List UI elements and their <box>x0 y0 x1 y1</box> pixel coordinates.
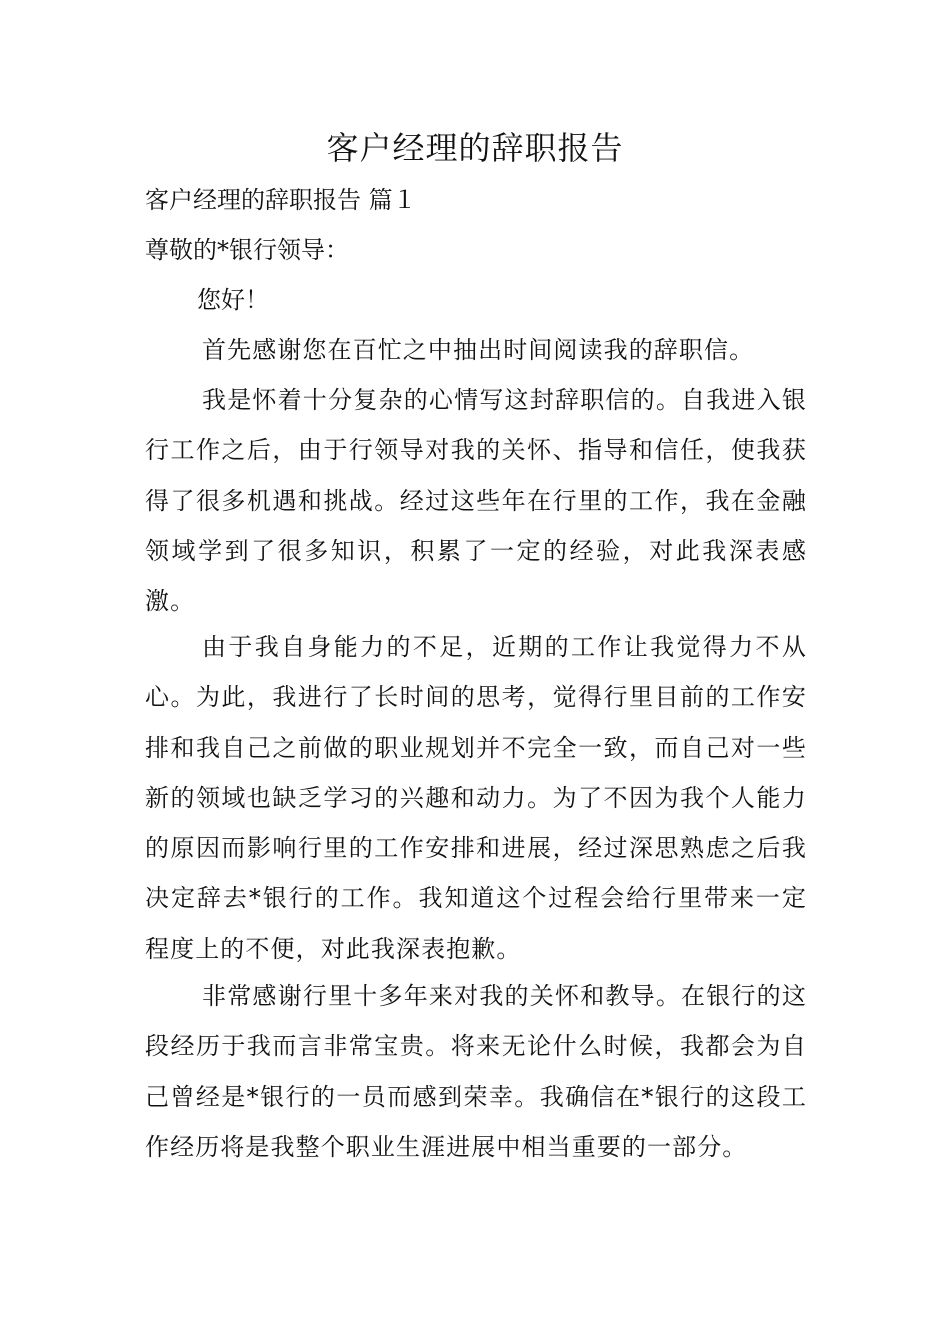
paragraph-reason: 由于我自身能力的不足，近期的工作让我觉得力不从心。为此，我进行了长时间的思考，觉得行里目前的工作安排和我自己之前做的职业规划并不完全一致，而自己对一些新的领域也缺乏学习的兴趣和动力。为了不因为我个人能力的原因而影响行里的工作安排和进展，经过深思熟虑之后我决定辞去*银行的工作。我知道这个过程会给行里带来一定程度上的不便，对此我深表抱歉。 <box>145 633 807 963</box>
document-subtitle: 客户经理的辞职报告 篇１ <box>145 186 417 214</box>
paragraph-closing: 非常感谢行里十多年来对我的关怀和教导。在银行的这段经历于我而言非常宝贵。将来无论什么时候，我都会为自己曾经是*银行的一员而感到荣幸。我确信在*银行的这段工作经历将是我整个职业生涯进展中相当重要的一部分。 <box>145 982 807 1161</box>
paragraph-gratitude: 我是怀着十分复杂的心情写这封辞职信的。自我进入银行工作之后，由于行领导对我的关怀、指导和信任，使我获得了很多机遇和挑战。经过这些年在行里的工作，我在金融领域学到了很多知识，积累了一定的经验，对此我深表感激。 <box>145 386 807 616</box>
salutation: 尊敬的*银行领导： <box>145 236 349 264</box>
greeting: 您好！ <box>197 286 269 314</box>
document-title: 客户经理的辞职报告 <box>326 129 624 167</box>
paragraph-thanks: 首先感谢您在百忙之中抽出时间阅读我的辞职信。 <box>202 336 755 364</box>
